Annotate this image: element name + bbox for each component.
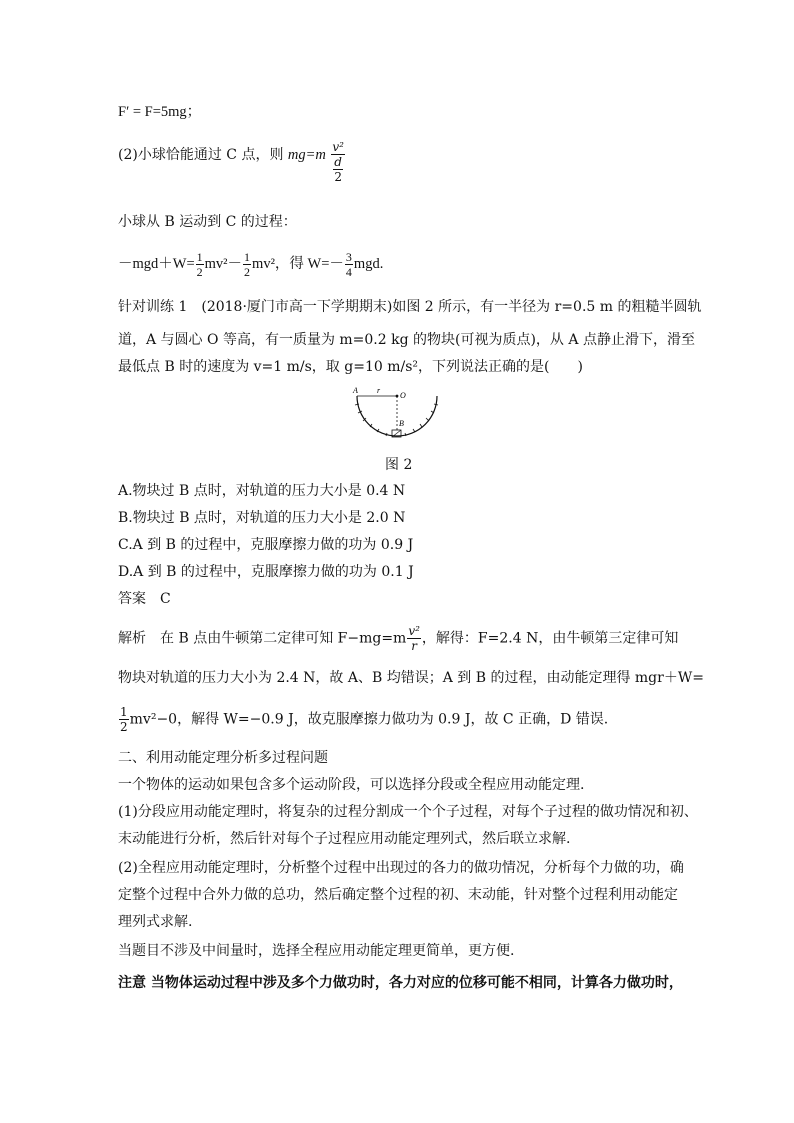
section-p3-line3: 理列式求解. — [118, 914, 193, 930]
energy-equation: －mgd＋W= $\frac{1}{2}$ mv²－ $\frac{1}{2}$ mv²，得 W=－ $\frac{3}{4}$ mgd. — [118, 250, 384, 279]
option-a: A.物块过 B 点时，对轨道的压力大小是 0.4 N — [118, 483, 406, 499]
section-p3-line1: (2)全程应用动能定理时，分析整个过程中出现过的各力的做功情况，分析每个力做的功，确 — [118, 860, 684, 876]
section-p1: 一个物体的运动如果包含多个运动阶段，可以选择分段或全程应用动能定理. — [118, 777, 585, 793]
exercise-line-1: 针对训练 1 (2018·厦门市高一下学期期末)如图 2 所示，有一半径为 r=0.5 m 的粗糙半圆轨 — [118, 299, 702, 315]
label-B: B — [399, 419, 404, 428]
analysis-line-1: 解析 在 B 点由牛顿第二定律可知 F−mg=m $\frac{\text{v²}}{r}$ ，解得：F=2.4 N，由牛顿第三定律可知 — [118, 624, 679, 653]
section-p3-line2: 定整个过程中合外力做的总功，然后确定整个过程的初、末动能，针对整个过程利用动能定 — [118, 887, 678, 903]
exercise-line-2: 道，A 与圆心 O 等高，有一质量为 m=0.2 kg 的物块(可视为质点)，从 A 点静止滑下，滑至 — [118, 332, 695, 348]
semicircle-track-figure — [345, 386, 445, 442]
section-heading: 二、利用动能定理分析多过程问题 — [118, 750, 328, 766]
answer: 答案 C — [118, 591, 171, 607]
solution-part2: (2)小球恰能通过 C 点，则 mg=m $\frac{\text{v²}}{\frac{d}{2}}$ — [118, 140, 344, 184]
label-A: A — [353, 386, 358, 395]
process-line: 小球从 B 运动到 C 的过程： — [118, 214, 297, 230]
section-p2-line1: (1)分段应用动能定理时，将复杂的过程分割成一个个子过程，对每个子过程的做功情况和初、 — [118, 804, 698, 820]
figure-caption: 图 2 — [385, 457, 413, 473]
option-b: B.物块过 B 点时，对轨道的压力大小是 2.0 N — [118, 510, 406, 526]
section-note: 注意 当物体运动过程中涉及多个力做功时，各力对应的位移可能不相同，计算各力做功时， — [118, 975, 683, 991]
label-O: O — [400, 391, 406, 400]
option-c: C.A 到 B 的过程中，克服摩擦力做的功为 0.9 J — [118, 537, 414, 553]
option-d: D.A 到 B 的过程中，克服摩擦力做的功为 0.1 J — [118, 564, 414, 580]
section-p2-line2: 末动能进行分析，然后针对每个子过程应用动能定理列式，然后联立求解. — [118, 831, 571, 847]
solution-line-1: F′ = F=5mg； — [118, 104, 202, 120]
label-r: r — [377, 386, 381, 395]
analysis-line-3: $\frac{1}{2}$ mv²−0，解得 W=−0.9 J，故克服摩擦力做功为 0.9 J，故 C 正确，D 错误. — [120, 705, 609, 734]
section-p4: 当题目不涉及中间量时，选择全程应用动能定理更简单，更方便. — [118, 943, 515, 959]
analysis-line-2: 物块对轨道的压力大小为 2.4 N，故 A、B 均错误；A 到 B 的过程，由动能定理得 mgr＋W= — [118, 670, 704, 686]
exercise-line-3: 最低点 B 时的速度为 v=1 m/s，取 g=10 m/s²，下列说法正确的是( ) — [118, 359, 583, 375]
fraction-v2-over-d2: $\frac{\text{v²}}{\frac{d}{2}}$ — [332, 140, 344, 184]
